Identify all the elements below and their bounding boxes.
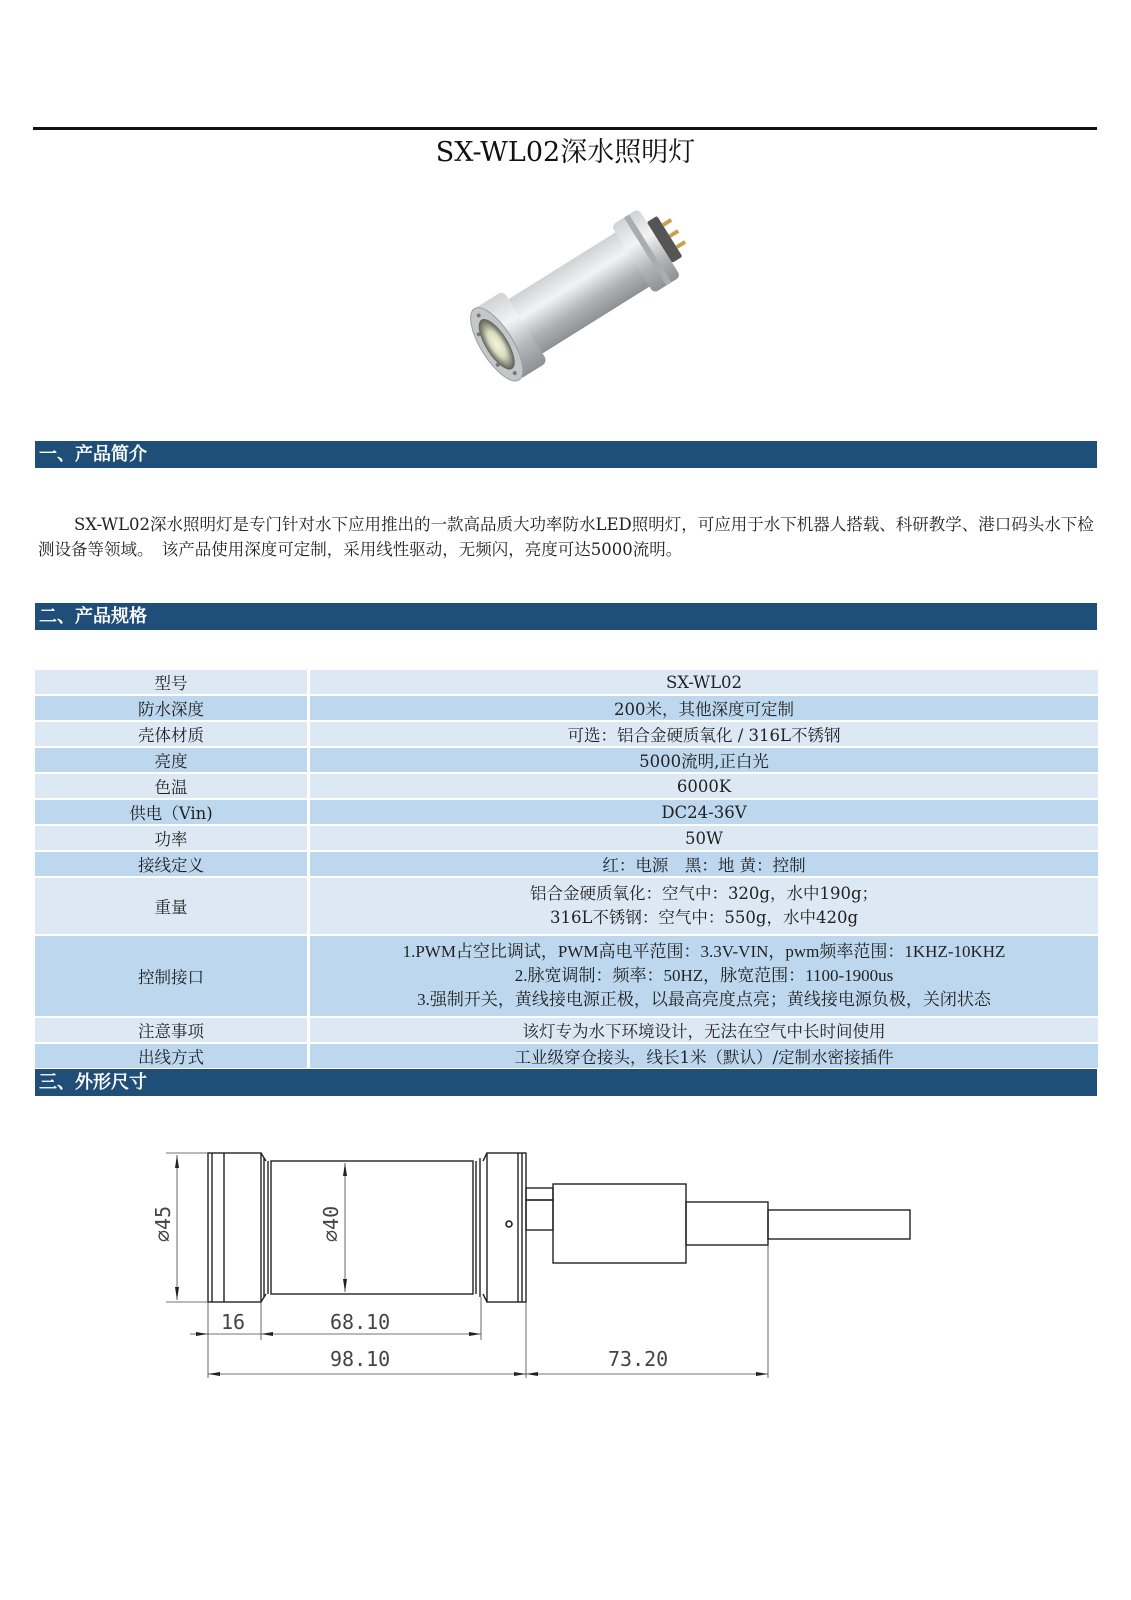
spec-key: 重量 — [35, 878, 310, 934]
table-row — [35, 936, 1098, 1016]
spec-value-line: 1.PWM占空比调试，PWM高电平范围：3.3V-VIN，pwm频率范围：1KHZ-10KHZ — [402, 942, 1006, 961]
spec-value: 该灯专为水下环境设计，无法在空气中长时间使用 — [310, 1018, 1098, 1042]
spec-key: 控制接口 — [35, 936, 310, 1016]
spec-value: 6000K — [310, 774, 1098, 798]
dim-outer-diameter: ⌀45 — [151, 1205, 175, 1242]
spec-key: 壳体材质 — [35, 722, 310, 746]
dim-total-length: 98.10 — [330, 1347, 391, 1371]
spec-key: 出线方式 — [35, 1044, 310, 1068]
table-row — [35, 722, 1098, 746]
table-row — [35, 826, 1098, 850]
spec-value — [310, 878, 1098, 934]
section-heading-specs: 二、产品规格 — [35, 603, 1097, 630]
spec-value-line: 3.强制开关，黄线接电源正极，以最高亮度点亮；黄线接电源负极，关闭状态 — [417, 990, 991, 1009]
spec-key: 亮度 — [35, 748, 310, 772]
spec-value-line: 316L不锈钢：空气中：550g，水中420g — [549, 908, 859, 927]
spec-value: 工业级穿仓接头，线长1米（默认）/定制水密接插件 — [310, 1044, 1098, 1068]
spec-key: 注意事项 — [35, 1018, 310, 1042]
table-row — [35, 878, 1098, 934]
dim-inner-diameter: ⌀40 — [319, 1205, 343, 1242]
spec-key: 供电（Vin) — [35, 800, 310, 824]
spec-value: 5000流明,正白光 — [310, 748, 1098, 772]
spec-table — [35, 668, 1098, 1070]
table-row — [35, 1044, 1098, 1068]
spec-value — [310, 936, 1098, 1016]
table-row — [35, 748, 1098, 772]
spec-key: 接线定义 — [35, 852, 310, 876]
table-row — [35, 1018, 1098, 1042]
table-row — [35, 670, 1098, 694]
spec-value: 可选：铝合金硬质氧化 / 316L不锈钢 — [310, 722, 1098, 746]
table-row — [35, 852, 1098, 876]
spec-value-line: 2.脉宽调制：频率：50HZ，脉宽范围：1100-1900us — [514, 966, 894, 985]
section-heading-intro: 一、产品简介 — [35, 441, 1097, 468]
spec-key: 功率 — [35, 826, 310, 850]
spec-value: DC24-36V — [310, 800, 1098, 824]
dim-body-length: 68.10 — [330, 1310, 391, 1334]
section-heading-dimensions: 三、外形尺寸 — [35, 1069, 1097, 1096]
intro-text — [38, 512, 1100, 562]
spec-key: 色温 — [35, 774, 310, 798]
dim-end-cap: 16 — [221, 1310, 246, 1334]
table-row — [35, 774, 1098, 798]
spec-value-line: 铝合金硬质氧化：空气中：320g，水中190g； — [529, 884, 879, 903]
dim-cable-length: 73.20 — [608, 1347, 669, 1371]
spec-key: 防水深度 — [35, 696, 310, 720]
table-row — [35, 696, 1098, 720]
spec-value: 200米，其他深度可定制 — [310, 696, 1098, 720]
intro-paragraph: SX-WL02深水照明灯是专门针对水下应用推出的一款高品质大功率防水LED照明灯，可应用于水下机器人搭载、科研教学、港口码头水下检测设备等领域。 该产品使用深度可定制，采用线性驱动，无频闪，亮度可达5000流明。 — [38, 515, 1094, 559]
spec-key: 型号 — [35, 670, 310, 694]
page-title: SX-WL02深水照明灯 — [435, 137, 696, 168]
product-photo — [440, 176, 740, 386]
spec-value: 50W — [310, 826, 1098, 850]
dimension-drawing — [150, 1135, 930, 1395]
spec-value: SX-WL02 — [310, 670, 1098, 694]
spec-value: 红：电源 黑：地 黄：控制 — [310, 852, 1098, 876]
table-row — [35, 800, 1098, 824]
